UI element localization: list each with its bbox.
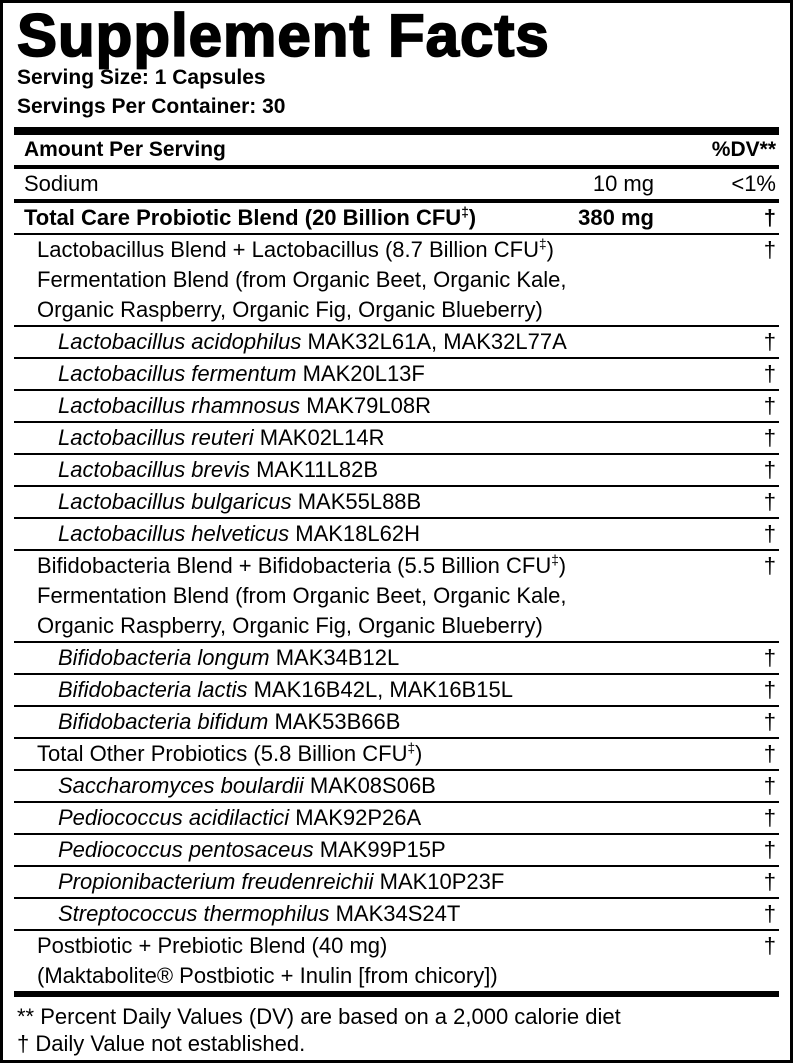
ingredient-name-segment: Sodium [24,171,99,196]
ingredient-name [37,297,543,322]
table-row-pediococcus-pentosaceus [14,833,779,865]
ingredient-name-segment: Lactobacillus rhamnosus [58,393,301,418]
ingredient-name-segment: Propionibacterium freudenreichii [58,869,374,894]
dv-value: † [763,425,776,450]
row-line-main [14,391,779,421]
row-line-main [14,359,779,389]
ingredient-name-segment: Streptococcus thermophilus [58,901,330,926]
ingredient-name [58,675,654,705]
row-line-main [14,551,779,581]
ingredient-name-segment: Lactobacillus acidophilus [58,329,302,354]
ingredient-name [58,803,654,833]
ingredient-name-segment: MAK53B66B [268,709,401,734]
double-dagger-superscript: ‡ [551,552,559,568]
ingredient-name [24,203,578,233]
dv-value: † [763,237,776,262]
ingredient-name-segment: Lactobacillus brevis [58,457,250,482]
ingredient-name-segment: ) [468,205,477,230]
ingredient-name [37,931,654,961]
label-header [14,3,779,127]
row-line-main [14,519,779,549]
table-row-total-care-probiotic-blend [14,199,779,233]
percent-dv-header: %DV** [711,138,776,161]
ingredient-name-segment: Organic Raspberry, Organic Fig, Organic Blueberry) [37,297,543,322]
row-line-continuation [14,611,779,641]
table-row-lactobacillus-reuteri [14,421,779,453]
ingredient-name-segment: MAK32L61A, MAK32L77A [301,329,567,354]
ingredient-name [58,391,654,421]
amount-value: 10 mg [592,171,654,196]
dv-value: † [763,869,776,894]
ingredient-name-segment: Bifidobacteria Blend + Bifidobacteria (5.5 Billion CFU [37,553,552,578]
footnotes [14,997,779,1063]
ingredient-name [37,267,566,292]
ingredient-name-segment: Organic Raspberry, Organic Fig, Organic Blueberry) [37,613,543,638]
dv-value: † [763,645,776,670]
dv-value: † [763,677,776,702]
ingredient-name-segment: ) [546,237,554,262]
ingredient-name-segment: MAK10P23F [373,869,505,894]
ingredient-name-segment: MAK34B12L [269,645,400,670]
ingredient-name [58,707,654,737]
ingredient-name-segment: Total Other Probiotics (5.8 Billion CFU [37,741,408,766]
row-line-main [14,835,779,865]
column-header-row [14,135,779,169]
ingredient-name [58,867,654,897]
table-row-pediococcus-acidilactici [14,801,779,833]
row-line-main [14,675,779,705]
dv-value: † [763,329,776,354]
table-row-bifidobacteria-lactis [14,673,779,705]
ingredient-name [37,583,566,608]
ingredient-name-segment: MAK20L13F [296,361,425,386]
row-line-main [14,707,779,737]
ingredient-name [58,519,654,549]
ingredient-name [58,643,654,673]
ingredient-name-segment: Pediococcus pentosaceus [58,837,314,862]
ingredient-name-segment: ) [415,741,423,766]
ingredient-name-segment: Lactobacillus bulgaricus [58,489,292,514]
ingredient-name [58,423,654,453]
ingredient-name [58,835,654,865]
table-row-total-other-probiotics [14,737,779,769]
ingredient-name [58,771,654,801]
row-line-main [14,455,779,485]
footnote-percent-dv: ** Percent Daily Values (DV) are based on a 2,000 calorie diet [17,1004,621,1029]
row-line-continuation [14,581,779,611]
row-line-main [14,423,779,453]
row-line-main [14,899,779,929]
ingredient-name-segment: Saccharomyces boulardii [58,773,304,798]
row-line-main [14,931,779,961]
dv-value: † [763,901,776,926]
ingredient-name-segment: MAK11L82B [249,457,378,482]
ingredient-name [37,963,498,988]
table-row-lactobacillus-brevis [14,453,779,485]
dv-value: † [763,805,776,830]
ingredient-name-segment: Lactobacillus helveticus [58,521,290,546]
ingredient-name-segment: MAK79L08R [300,393,431,418]
dv-value: † [763,741,776,766]
ingredient-name-segment: MAK92P26A [289,805,422,830]
row-line-main [14,203,779,233]
ingredient-name-segment: MAK08S06B [303,773,436,798]
ingredient-name-segment: MAK18L62H [289,521,420,546]
dv-value: † [763,521,776,546]
ingredient-name-segment: Bifidobacteria lactis [58,677,248,702]
ingredient-table [14,169,779,991]
table-row-bifidobacteria-longum [14,641,779,673]
row-line-main [14,643,779,673]
ingredient-name [58,899,654,929]
table-row-bifidobacteria-blend [14,549,779,641]
table-row-bifidobacteria-bifidum [14,705,779,737]
double-dagger-superscript: ‡ [407,740,416,756]
dv-value: † [763,553,776,578]
ingredient-name-segment: ) [558,553,567,578]
ingredient-name-segment: Postbiotic + Prebiotic Blend (40 mg) [37,933,388,958]
table-row-lactobacillus-fermentum [14,357,779,389]
ingredient-name [58,359,654,389]
table-row-postbiotic-prebiotic-blend [14,929,779,991]
ingredient-name [37,739,654,769]
dv-value: † [763,457,776,482]
header-divider [14,127,779,135]
table-row-saccharomyces-boulardii [14,769,779,801]
table-row-lactobacillus-bulgaricus [14,485,779,517]
row-line-main [14,487,779,517]
row-line-main [14,235,779,265]
table-row-lactobacillus-rhamnosus [14,389,779,421]
ingredient-name-segment: Total Care Probiotic Blend (20 Billion CFU [24,205,462,230]
double-dagger-superscript: ‡ [538,236,547,252]
ingredient-name-segment: MAK16B42L, MAK16B15L [247,677,513,702]
row-line-main [14,867,779,897]
dv-value: † [763,709,776,734]
dv-value: † [763,205,776,230]
row-line-main [14,327,779,357]
table-row-lactobacillus-blend [14,233,779,325]
ingredient-name-segment: MAK55L88B [291,489,422,514]
ingredient-name-segment: Bifidobacteria bifidum [58,709,269,734]
row-line-main [14,169,779,199]
ingredient-name-segment: Bifidobacteria longum [58,645,270,670]
table-row-sodium [14,169,779,199]
ingredient-name [58,487,654,517]
row-line-continuation [14,265,779,295]
amount-value: 380 mg [578,205,654,230]
serving-size: Serving Size: 1 Capsules [17,66,266,89]
table-row-propionibacterium-freudenreichii [14,865,779,897]
dv-value: † [763,933,776,958]
dv-value: † [763,773,776,798]
ingredient-name [37,613,543,638]
row-line-continuation [14,295,779,325]
dv-value: † [763,837,776,862]
ingredient-name-segment: MAK99P15P [313,837,446,862]
ingredient-name-segment: Lactobacillus reuteri [58,425,254,450]
ingredient-name [37,551,654,581]
ingredient-name [24,169,593,199]
ingredient-name [58,455,654,485]
table-row-lactobacillus-helveticus [14,517,779,549]
double-dagger-superscript: ‡ [461,204,469,220]
ingredient-name-segment: Lactobacillus Blend + Lactobacillus (8.7 Billion CFU [37,237,539,262]
row-line-main [14,739,779,769]
dv-value: † [763,361,776,386]
dv-value: † [763,489,776,514]
ingredient-name-segment: MAK34S24T [329,901,461,926]
page-title: Supplement Facts [17,2,550,69]
footnote-dagger: † Daily Value not established. [17,1031,306,1056]
ingredient-name-segment: Fermentation Blend (from Organic Beet, Organic Kale, [37,583,567,608]
row-line-main [14,803,779,833]
row-line-main [14,771,779,801]
ingredient-name-segment: (Maktabolite® Postbiotic + Inulin [from chicory]) [37,963,498,988]
ingredient-name-segment: Fermentation Blend (from Organic Beet, Organic Kale, [37,267,567,292]
ingredient-name [58,327,654,357]
ingredient-name-segment: Lactobacillus fermentum [58,361,297,386]
dv-value: <1% [731,171,776,196]
amount-per-serving-header: Amount Per Serving [24,138,226,161]
dv-value: † [763,393,776,418]
row-line-continuation [14,961,779,991]
ingredient-name-segment: Pediococcus acidilactici [58,805,290,830]
ingredient-name-segment: MAK02L14R [253,425,385,450]
table-row-lactobacillus-acidophilus [14,325,779,357]
servings-per-container: Servings Per Container: 30 [17,95,286,118]
ingredient-name [37,235,654,265]
table-row-streptococcus-thermophilus [14,897,779,929]
